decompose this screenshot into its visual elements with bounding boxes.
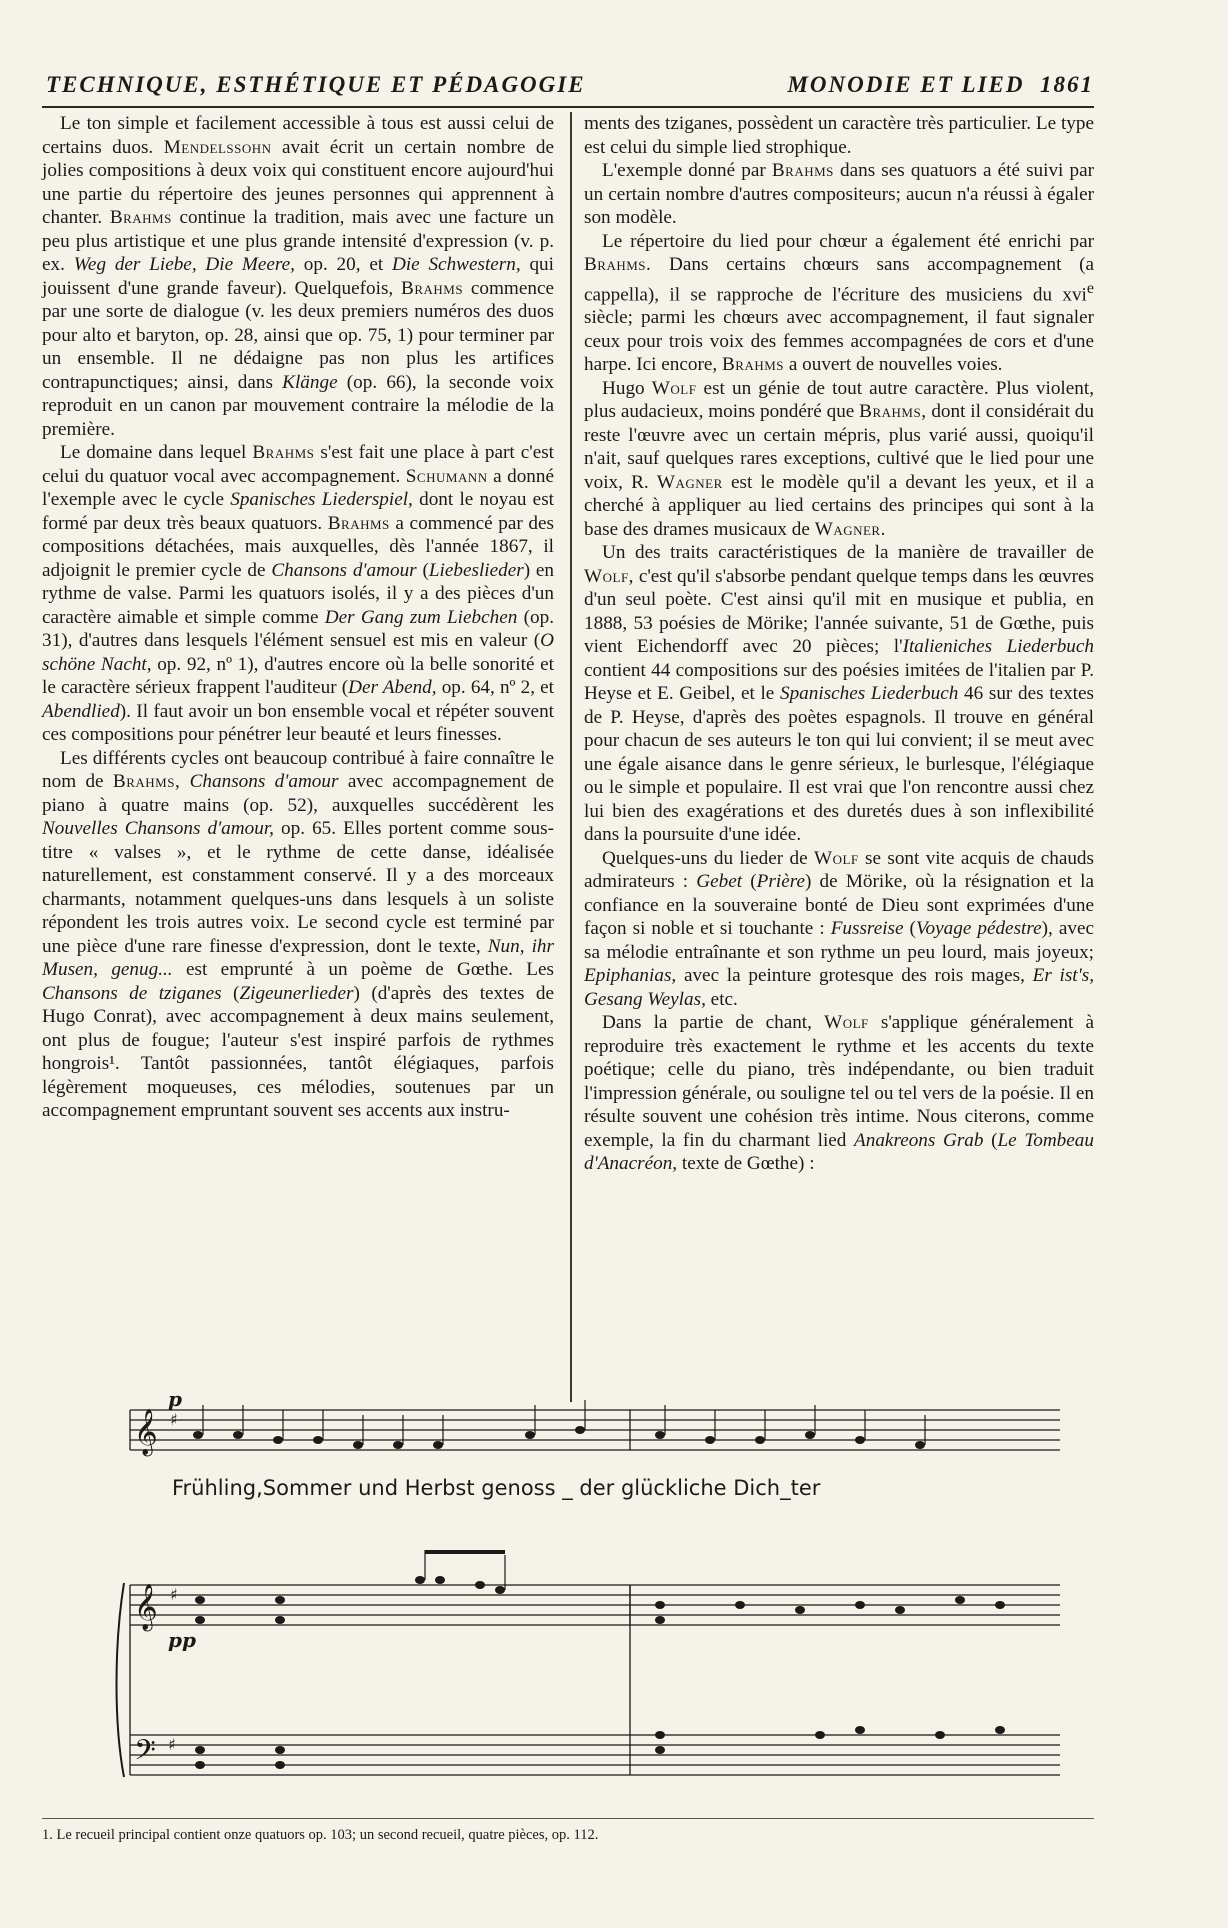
work-title: Epiphanias, <box>584 965 677 987</box>
sharp-icon: ♯ <box>170 1410 178 1429</box>
name-small-caps: Brahms <box>771 160 834 181</box>
name-small-caps: Wolf <box>824 1012 869 1034</box>
paragraph <box>42 441 554 747</box>
work-title: Gebet <box>696 871 743 893</box>
superscript: e <box>1086 279 1094 297</box>
name-small-caps: Brahms <box>252 442 315 463</box>
piano-treble-notes <box>195 1550 1005 1624</box>
paragraph <box>42 747 554 1123</box>
text-run: est le modèle qu'il a devant les yeux, et il a cherché à appliquer au lied certains des principes qui sont à la base des drames musicaux de <box>584 471 1094 540</box>
paragraph <box>584 112 1094 159</box>
work-title: Le Tombeau d'Anacréon, <box>584 1129 1094 1175</box>
text-run: avait écrit un certain nombre de jolies compositions à deux voix qui constituent encore aujourd'hui une partie du répertoire des jeunes personnes qui apprennent à chanter. <box>42 136 554 228</box>
footnote: 1. Le recueil principal contient onze quatuors op. 103; un second recueil, quatre pièces, op. 112. <box>42 1827 599 1843</box>
bass-clef-icon: 𝄢 <box>134 1734 156 1774</box>
piano-treble-staff <box>130 1585 1060 1625</box>
work-title: Voyage pédestre <box>915 918 1042 940</box>
name-small-caps: Brahms <box>401 277 464 299</box>
text-run: texte de Gœthe) : <box>677 1153 815 1175</box>
paragraph <box>584 847 1094 1012</box>
work-title: Weg der Liebe, Die Meere, <box>73 254 295 275</box>
voice-notes <box>193 1400 925 1449</box>
header-right-title <box>787 72 1094 98</box>
text-run: ). Il faut avoir un bon ensemble vocal et répéter souvent ces compositions pour pénétrer leur beauté et leurs finesses. <box>42 700 554 745</box>
text-run: Le ton simple et facilement accessible à tous est aussi celui de certains duos. <box>42 113 554 158</box>
text-run: c'est qu'il s'absorbe pendant quelque temps dans les œuvres d'un seul poète. C'est ainsi qu'il mit en musique et publia, en 1888, 53 poésies de Mörike; l'année suivante, 51 de Gœthe, puis vient Eichendorff avec 20 pièces; l' <box>584 565 1094 658</box>
text-run: ) de Mörike, où la résignation et la confiance en la souveraine bonté de Dieu sont exprimées d'une façon si noble et si touchante : <box>584 871 1094 940</box>
text-run: etc. <box>705 988 738 1010</box>
dynamic-mark: pp <box>168 1628 196 1652</box>
paragraph <box>584 377 1094 542</box>
text-run: est emprunté à un poème de Gœthe. Les <box>172 959 554 980</box>
sharp-icon: ♯ <box>170 1585 178 1604</box>
left-column <box>42 112 554 1400</box>
name-small-caps: Mendelssohn <box>163 136 272 158</box>
text-run <box>180 771 189 792</box>
work-title: Er ist's, Gesang Weylas, <box>584 965 1094 1010</box>
column-divider <box>570 112 572 1402</box>
treble-clef-icon: 𝄞 <box>134 1409 158 1455</box>
music-example <box>120 1387 1060 1805</box>
text-run: Quelques-uns du lieder de <box>602 847 814 869</box>
text-run: siècle; parmi les chœurs avec accompagnement, il faut signaler ceux pour trois voix des femmes accompagnées de cors et d'une harpe. Ici encore, <box>584 307 1094 376</box>
work-title: Der Gang zum Liebchen <box>324 606 518 628</box>
text-run: Hugo <box>602 377 652 399</box>
text-run: L'exemple donné par <box>602 160 772 181</box>
text-run: qui jouissent d'une grande faveur). Quelquefois, <box>42 254 554 299</box>
work-title: Chansons de tziganes <box>42 982 222 1004</box>
text-run: s'est fait une place à part c'est celui du quatuor vocal avec accompagnement. <box>42 442 555 487</box>
paragraph <box>584 230 1094 377</box>
text-run: Les différents cycles ont beaucoup contribué à faire connaître le nom de <box>42 747 554 792</box>
work-title: Zigeunerlieder <box>239 982 354 1004</box>
text-run: op. 64, nº 2, et <box>436 677 555 698</box>
work-title: Prière <box>756 871 805 893</box>
work-title: Anakreons Grab <box>854 1129 984 1151</box>
page-number: 1861 <box>1040 72 1094 97</box>
treble-clef-icon: 𝄞 <box>134 1584 158 1630</box>
name-small-caps: Wolf, <box>584 565 634 587</box>
lyrics: Frühling,Sommer und Herbst genoss _ der glückliche Dich_ter <box>172 1476 821 1500</box>
text-run: a ouvert de nouvelles voies. <box>784 354 1003 376</box>
work-title: Der Abend, <box>348 677 437 698</box>
dynamic-mark: p <box>168 1387 182 1411</box>
name-small-caps: Brahms. <box>584 254 652 275</box>
text-run: (op. 66), la seconde voix reproduit en un canon par mouvement contraire la mélodie de la première. <box>42 371 554 440</box>
text-run: Dans certains chœurs sans accompagnement (a cappella), il se rapproche de l'écriture des musiciens du xvi <box>584 254 1094 305</box>
name-small-caps: Schumann <box>405 465 488 487</box>
work-title: Spanisches Liederspiel, <box>230 489 413 510</box>
header-left-title: TECHNIQUE, ESTHÉTIQUE ET PÉDAGOGIE <box>46 72 586 97</box>
paragraph <box>584 159 1094 230</box>
name-small-caps: Wagner. <box>814 518 886 540</box>
name-small-caps: Brahms, <box>859 401 927 423</box>
text-run: avec accompagnement de piano à quatre mains (op. 52), auxquelles succédèrent les <box>42 771 554 816</box>
text-run: ), avec sa mélodie entraînante et son rythme un peu lourd, mais joyeux; <box>584 918 1094 963</box>
work-title: Chansons d'amour <box>271 559 417 581</box>
text-run: ( <box>742 871 757 893</box>
work-title: Italieniches Liederbuch <box>902 636 1094 658</box>
text-run: ) (d'après des textes de Hugo Conrat), avec accompagnement à deux mains seulement, ont plus de fougue; l'auteur s'est inspiré parfois de rythmes hongrois¹. Tantôt passionnées, tantôt élégiaques, parfois légèrement moqueuses, ces mélodies, soutenues par un accompagnement empruntant souvent ses accents aux instru- <box>42 982 554 1121</box>
sharp-icon: ♯ <box>168 1735 176 1754</box>
text-run: commence par une sorte de dialogue (v. les deux premiers numéros des duos pour alto et baryton, op. 28, ainsi que op. 75, 1) pour terminer par un ensemble. Il ne dédaigne pas non plus les artifices contrapunctiques; ainsi, dans <box>42 277 554 393</box>
text-run: (op. 31), d'autres dans lesquels l'élément sensuel est mis en valeur ( <box>42 606 554 651</box>
text-run: Le domaine dans lequel <box>60 442 253 463</box>
text-run: dont il considérait du reste l'œuvre avec un certain mépris, plus varié aussi, quoiqu'il n'ait, sauf quelques rares exceptions, cultivé que le lied pour une voix, R. <box>584 401 1094 493</box>
brace <box>117 1583 125 1777</box>
text-run: ) en rythme de valse. Parmi les quatuors isolés, il y a des pièces d'un caractère aimable et simple comme <box>42 559 555 628</box>
text-run: ( <box>416 559 429 581</box>
text-run: dont le noyau est formé par deux très beaux quatuors. <box>42 489 554 534</box>
paragraph <box>42 112 554 441</box>
piano-bass-notes <box>195 1726 1005 1769</box>
name-small-caps: Brahms <box>721 354 785 376</box>
text-run: Dans la partie de chant, <box>602 1012 825 1034</box>
name-small-caps: Brahms <box>109 207 172 228</box>
running-header <box>42 66 1094 108</box>
section-title: MONODIE ET LIED <box>787 72 1025 97</box>
text-run: contient 44 compositions sur des poésies imitées de l'italien par P. Heyse et E. Geibel, et le <box>584 659 1094 705</box>
text-run: ( <box>221 982 240 1004</box>
text-run: continue la tradition, mais avec une facture un peu plus artistique et une plus grande intensité d'expression (v. p. ex. <box>42 207 554 275</box>
text-run: ( <box>983 1129 998 1151</box>
work-title: O schöne Nacht, <box>42 630 554 675</box>
footnote-divider <box>42 1818 1094 1819</box>
text-run: Le répertoire du lied pour chœur a également été enrichi par <box>602 230 1094 252</box>
name-small-caps: Wagner <box>656 471 723 493</box>
text-run: avec la peinture grotesque des rois mages, <box>676 965 1033 987</box>
work-title: Liebeslieder <box>428 559 524 581</box>
text-run: ments des tziganes, possèdent un caractère très particulier. Le type est celui du simple lied strophique. <box>584 113 1094 158</box>
work-title: Nouvelles Chansons d'amour, <box>42 818 274 839</box>
work-title: Die Schwestern, <box>391 254 521 275</box>
text-run: est un génie de tout autre caractère. Plus violent, plus audacieux, moins pondéré que <box>584 377 1095 423</box>
text-run: Un des traits caractéristiques de la manière de travailler de <box>602 542 1094 564</box>
right-column <box>584 112 1094 1400</box>
text-run: 46 sur des textes de P. Heyse, d'après des poètes espagnols. Il trouve en général pour chacun de ses auteurs le ton qui lui convient; il se meut avec une égale aisance dans le genre sérieux, le burlesque, l'élégiaque ou le simple et populaire. Il est vrai que l'on rencontre aussi chez lui bien des exagérations et des duretés dues à son inflexibilité dans la poursuite d'une idée. <box>584 683 1094 846</box>
name-small-caps: Wolf <box>651 377 697 399</box>
name-small-caps: Brahms, <box>112 771 181 792</box>
work-title: Nun, ihr Musen, genug... <box>42 935 554 980</box>
name-small-caps: Wolf <box>813 847 859 869</box>
text-run: s'applique généralement à reproduire très exactement le rythme et les accents du texte poétique; celle du piano, très indépendante, ou bien traduit l'impression générale, ou souligne tel ou tel vers de la poésie. Il en résulte souvent une cohésion très intime. Nous citerons, comme exemple, la fin du charmant lied <box>584 1012 1094 1151</box>
text-run: ( <box>903 918 916 940</box>
text-run: a commencé par des compositions détachées, mais auxquelles, dès l'année 1867, il adjoignit le premier cycle de <box>42 512 554 581</box>
text-run: op. 65. Elles portent comme sous-titre « valses », et le rythme de cette danse, idéalisée naturellement, est constamment conservé. Il y a des morceaux charmants, notamment quelques-uns dans lesquels à un soliste répondent les trois autres voix. Le second cycle est terminé par une pièce d'une rare finesse d'expression, dont le texte, <box>42 818 555 957</box>
paragraph <box>584 541 1094 847</box>
work-title: Abendlied <box>42 700 120 722</box>
work-title: Fussreise <box>830 918 904 940</box>
text-run: dans ses quatuors a été suivi par un certain nombre d'autres compositeurs; aucun n'a réussi à égaler son modèle. <box>584 160 1094 228</box>
piano-bass-staff <box>130 1585 1060 1775</box>
name-small-caps: Brahms <box>327 512 390 534</box>
text-run: op. 20, et <box>294 254 392 275</box>
work-title: Klänge <box>282 371 338 393</box>
work-title: Spanisches Liederbuch <box>779 683 959 705</box>
text-run: op. 92, nº 1), d'autres encore où la belle sonorité et le caractère sérieux frappent l'auditeur ( <box>42 653 554 698</box>
paragraph <box>584 1011 1094 1176</box>
text-run: se sont vite acquis de chauds admirateurs : <box>584 847 1094 893</box>
text-run: a donné l'exemple avec le cycle <box>42 465 554 510</box>
work-title: Chansons d'amour <box>189 771 339 792</box>
